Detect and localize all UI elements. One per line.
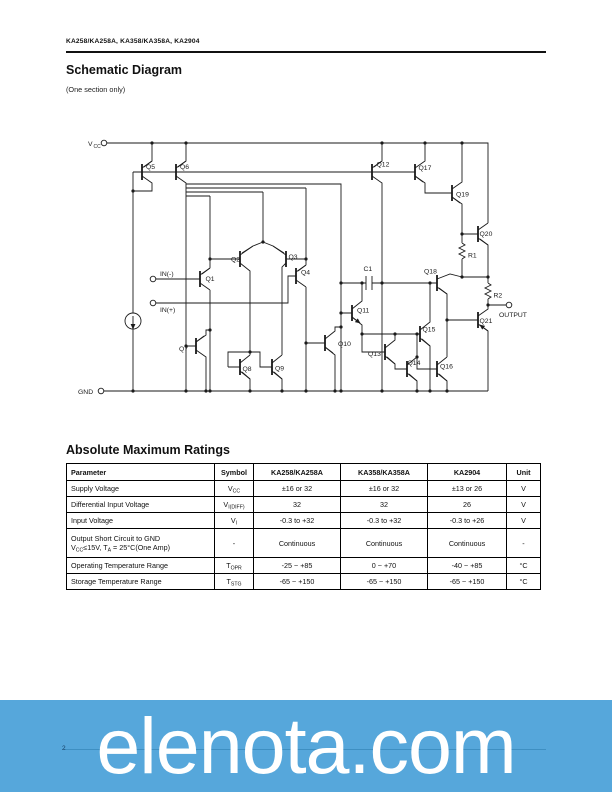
schematic-label-gnd: GND (78, 389, 94, 396)
table-row (67, 497, 541, 513)
junction-dot (460, 141, 463, 144)
junction-dot (304, 257, 307, 260)
schematic-label-in-minus: IN(-) (160, 271, 174, 278)
section-title-ratings: Absolute Maximum Ratings (66, 443, 230, 457)
parameter-cell: Input Voltage (67, 513, 215, 529)
junction-dot (486, 303, 489, 306)
junction-dot (280, 389, 283, 392)
junction-dots (131, 141, 489, 392)
schematic-label-q3: Q3 (288, 254, 298, 261)
parameter-cell: Operating Temperature Range (67, 558, 215, 574)
parameter-cell: Differential Input Voltage (67, 497, 215, 513)
junction-dot (131, 389, 134, 392)
document-header-title: KA258/KA258A, KA358/KA358A, KA2904 (66, 38, 200, 45)
schematic-wires (133, 143, 506, 391)
in-plus-terminal (150, 300, 156, 306)
junction-dot (339, 281, 342, 284)
value-cell: 26 (428, 497, 507, 513)
schematic-label-vcc-main: V (88, 141, 93, 148)
junction-dot (204, 389, 207, 392)
junction-dot (486, 275, 489, 278)
junction-dot (428, 389, 431, 392)
schematic-label-q13: Q13 (368, 351, 381, 358)
junction-dot (304, 389, 307, 392)
schematic-label-q18: Q18 (424, 268, 437, 276)
parameter-cell: Output Short Circuit to GND $V_{CC}\le 15V$, $T_A = 25^\circ C(One$ Amp) (67, 529, 215, 558)
junction-dot (248, 389, 251, 392)
gnd-terminal (98, 388, 104, 394)
schematic-label-q12: Q12 (376, 161, 390, 169)
table-row (67, 529, 541, 558)
schematic-label-in-plus: IN(+) (160, 307, 176, 314)
schematic-label-q19: Q19 (456, 191, 469, 199)
table-header-cell: KA2904 (428, 464, 507, 481)
symbol-cell: $V_{CC}$ (215, 481, 254, 497)
junction-dot (393, 332, 396, 335)
watermark-text: elenota.com (96, 701, 516, 790)
absolute-maximum-ratings-table (66, 463, 541, 590)
schematic-label-q17: Q17 (418, 165, 432, 172)
junction-dot (380, 389, 383, 392)
junction-dot (460, 275, 463, 278)
junction-dot (150, 141, 153, 144)
junction-dot (339, 311, 342, 314)
junction-dot (460, 232, 463, 235)
value-cell: ±16 or 32 (254, 481, 341, 497)
table-row (67, 513, 541, 529)
value-cell: -0.3 to +26 (428, 513, 507, 529)
page-number: 2 (62, 745, 66, 752)
schematic-label-q1: Q1 (205, 276, 215, 283)
junction-dot (208, 257, 211, 260)
junction-dot (415, 355, 418, 358)
value-cell: °C (507, 574, 541, 590)
junction-dot (428, 281, 431, 284)
junction-dot (380, 281, 383, 284)
value-cell: V (507, 497, 541, 513)
junction-dot (184, 141, 187, 144)
symbol-cell: $T_{STG}$ (215, 574, 254, 590)
schematic-label-q5: Q5 (146, 164, 156, 171)
value-cell: - (507, 529, 541, 558)
schematic-label-q10: Q10 (338, 341, 351, 348)
section-note: (One section only) (66, 85, 126, 94)
schematic-label-r1: R1 (468, 252, 477, 260)
value-cell: V (507, 481, 541, 497)
junction-dot (261, 240, 264, 243)
symbol-cell: $T_{OPR}$ (215, 558, 254, 574)
value-cell: ±16 or 32 (341, 481, 428, 497)
value-cell: Continuous (341, 529, 428, 558)
parameter-cell: Supply Voltage (67, 481, 215, 497)
junction-dot (304, 341, 307, 344)
in-minus-terminal (150, 276, 156, 282)
schematic-label-q6: Q6 (180, 164, 190, 171)
value-cell: -40 ~ +85 (428, 558, 507, 574)
value-cell: °C (507, 558, 541, 574)
table-header-cell: KA358/KA358A (341, 464, 428, 481)
watermark-banner (0, 700, 612, 792)
schematic-label-q4: Q4 (301, 269, 311, 277)
junction-dot (415, 332, 418, 335)
junction-dot (380, 141, 383, 144)
table-row (67, 481, 541, 497)
schematic-label-q9: Q9 (275, 365, 285, 373)
value-cell: -65 ~ +150 (341, 574, 428, 590)
junction-dot (208, 328, 211, 331)
junction-dot (360, 332, 363, 335)
value-cell: -65 ~ +150 (254, 574, 341, 590)
schematic-label-q16: Q16 (440, 363, 453, 371)
junction-dot (333, 389, 336, 392)
schematic-label-vcc-sub: CC (93, 144, 101, 150)
junction-dot (339, 389, 342, 392)
junction-dot (184, 389, 187, 392)
symbol-cell: $V_{I(DIFF)}$ (215, 497, 254, 513)
schematic-label-q14: Q14 (407, 360, 421, 367)
junction-dot (445, 318, 448, 321)
section-title-schematic: Schematic Diagram (66, 63, 183, 77)
value-cell: 32 (341, 497, 428, 513)
value-cell: V (507, 513, 541, 529)
symbol-cell: $V_I$ (215, 513, 254, 529)
table-header-cell: Symbol (215, 464, 254, 481)
schematic-label-q2: Q2 (231, 256, 241, 264)
schematic-label-q7: Q7 (179, 346, 189, 353)
value-cell: -25 ~ +85 (254, 558, 341, 574)
schematic-label-q20: Q20 (479, 231, 493, 238)
schematic-label-output: OUTPUT (499, 312, 527, 319)
schematic-label-q8: Q8 (242, 366, 252, 373)
junction-dot (360, 281, 363, 284)
table-header-row (67, 464, 541, 481)
parameter-cell: Storage Temperature Range (67, 574, 215, 590)
value-cell: 0 ~ +70 (341, 558, 428, 574)
junction-dot (445, 389, 448, 392)
value-cell: -0.3 to +32 (341, 513, 428, 529)
symbol-cell: - (215, 529, 254, 558)
table-row (67, 558, 541, 574)
value-cell: Continuous (428, 529, 507, 558)
junction-dot (415, 389, 418, 392)
junction-dot (208, 389, 211, 392)
schematic-label-q21: Q21 (479, 318, 493, 325)
output-terminal (506, 302, 512, 308)
table-header-cell: Parameter (67, 464, 215, 481)
junction-dot (339, 325, 342, 328)
table-header-cell: KA258/KA258A (254, 464, 341, 481)
table-row (67, 574, 541, 590)
junction-dot (423, 141, 426, 144)
value-cell: -65 ~ +150 (428, 574, 507, 590)
value-cell: Continuous (254, 529, 341, 558)
value-cell: 32 (254, 497, 341, 513)
schematic-label-q15: Q15 (422, 326, 436, 334)
table-header-cell: Unit (507, 464, 541, 481)
vcc-terminal (101, 140, 107, 146)
value-cell: -0.3 to +32 (254, 513, 341, 529)
schematic-label-c1: C1 (363, 266, 373, 273)
schematic-label-r2: R2 (493, 292, 503, 300)
schematic-label-q11: Q11 (357, 307, 370, 315)
junction-dot (131, 189, 134, 192)
junction-dot (248, 350, 251, 353)
value-cell: ±13 or 26 (428, 481, 507, 497)
schematic-labels (78, 141, 527, 396)
